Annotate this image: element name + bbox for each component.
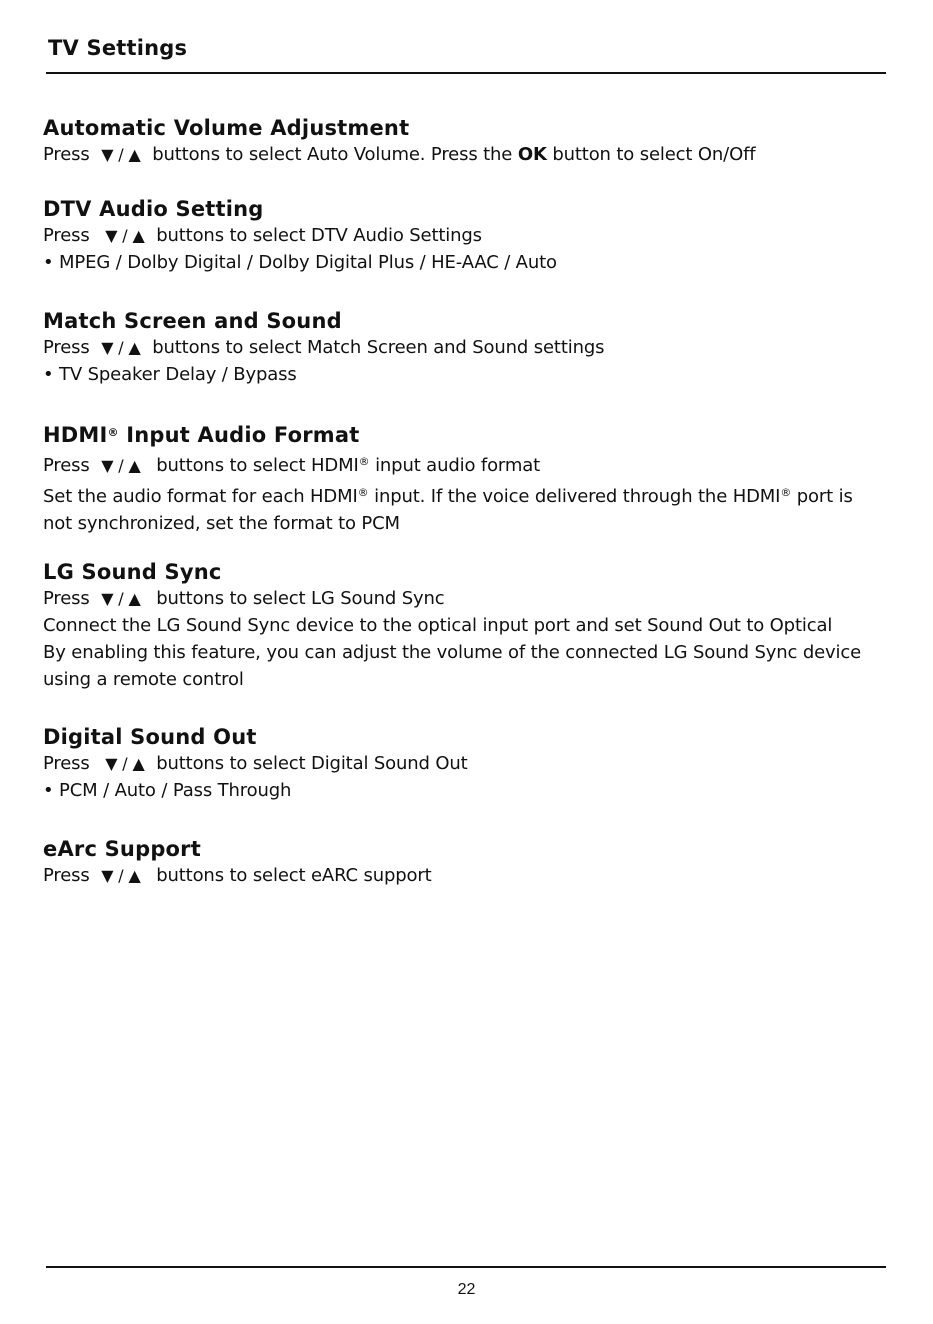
instruction-text: buttons to select DTV Audio Settings [156, 225, 482, 246]
registered-mark: ® [357, 486, 369, 499]
instruction-line [43, 448, 913, 479]
ok-button-label: OK [517, 144, 547, 165]
section-title: DTV Audio Setting [43, 197, 264, 221]
section-match-screen-sound [43, 308, 913, 388]
instruction-text: buttons to select LG Sound Sync [156, 588, 445, 609]
instruction-text: buttons to select Digital Sound Out [156, 753, 468, 774]
instruction-text: buttons to select Match Screen and Sound settings [152, 337, 605, 358]
section-hdmi-audio-format [43, 420, 913, 537]
down-up-arrows-icon: ▼ / ▲ [101, 145, 141, 164]
description-line: By enabling this feature, you can adjust the volume of the connected LG Sound Sync device [43, 642, 862, 663]
down-up-arrows-icon: ▼ / ▲ [101, 866, 141, 885]
down-up-arrows-icon: ▼ / ▲ [101, 456, 141, 475]
press-label: Press [43, 588, 90, 609]
section-automatic-volume [43, 115, 913, 168]
footer-divider [46, 1266, 886, 1268]
description-line: Set the audio format for each HDMI® input. If the voice delivered through the HDMI® port is [43, 486, 853, 507]
press-label: Press [43, 225, 90, 246]
description-line: using a remote control [43, 669, 244, 690]
down-up-arrows-icon: ▼ / ▲ [101, 589, 141, 608]
section-title: Digital Sound Out [43, 725, 257, 749]
instruction-text-end: input audio format [375, 455, 541, 476]
press-label: Press [43, 337, 90, 358]
instruction-line [43, 222, 913, 249]
section-dtv-audio [43, 196, 913, 276]
instruction-text: buttons to select Auto Volume. Press the [152, 144, 513, 165]
press-label: Press [43, 753, 90, 774]
section-title: HDMI® Input Audio Format [43, 423, 360, 447]
section-title: LG Sound Sync [43, 560, 222, 584]
instruction-text: buttons to select eARC support [156, 865, 432, 886]
page-header [48, 36, 187, 60]
instruction-text: buttons to select HDMI [156, 455, 359, 476]
down-up-arrows-icon: ▼ / ▲ [101, 338, 141, 357]
registered-mark: ® [358, 455, 370, 468]
page-number: 22 [457, 1281, 476, 1298]
section-lg-sound-sync [43, 559, 913, 693]
section-title: Match Screen and Sound [43, 309, 342, 333]
section-earc-support [43, 836, 913, 889]
press-label: Press [43, 865, 90, 886]
section-title: eArc Support [43, 837, 201, 861]
instruction-line [43, 862, 913, 889]
down-up-arrows-icon: ▼ / ▲ [105, 226, 145, 245]
press-label: Press [43, 144, 90, 165]
options-line: • MPEG / Dolby Digital / Dolby Digital Plus / HE-AAC / Auto [43, 252, 557, 273]
instruction-line [43, 141, 913, 168]
down-up-arrows-icon: ▼ / ▲ [105, 754, 145, 773]
options-line: • TV Speaker Delay / Bypass [43, 364, 297, 385]
options-line: • PCM / Auto / Pass Through [43, 780, 292, 801]
description-line: not synchronized, set the format to PCM [43, 513, 400, 534]
section-digital-sound-out [43, 724, 913, 804]
section-title: Automatic Volume Adjustment [43, 116, 410, 140]
registered-mark: ® [780, 486, 792, 499]
page-title: TV Settings [48, 36, 188, 60]
description-line: Connect the LG Sound Sync device to the optical input port and set Sound Out to Optical [43, 615, 833, 636]
instruction-text-end: button to select On/Off [552, 144, 756, 165]
instruction-line [43, 750, 913, 777]
instruction-line [43, 585, 913, 612]
instruction-line [43, 334, 913, 361]
press-label: Press [43, 455, 90, 476]
registered-mark: ® [107, 426, 119, 439]
header-divider [46, 72, 886, 74]
